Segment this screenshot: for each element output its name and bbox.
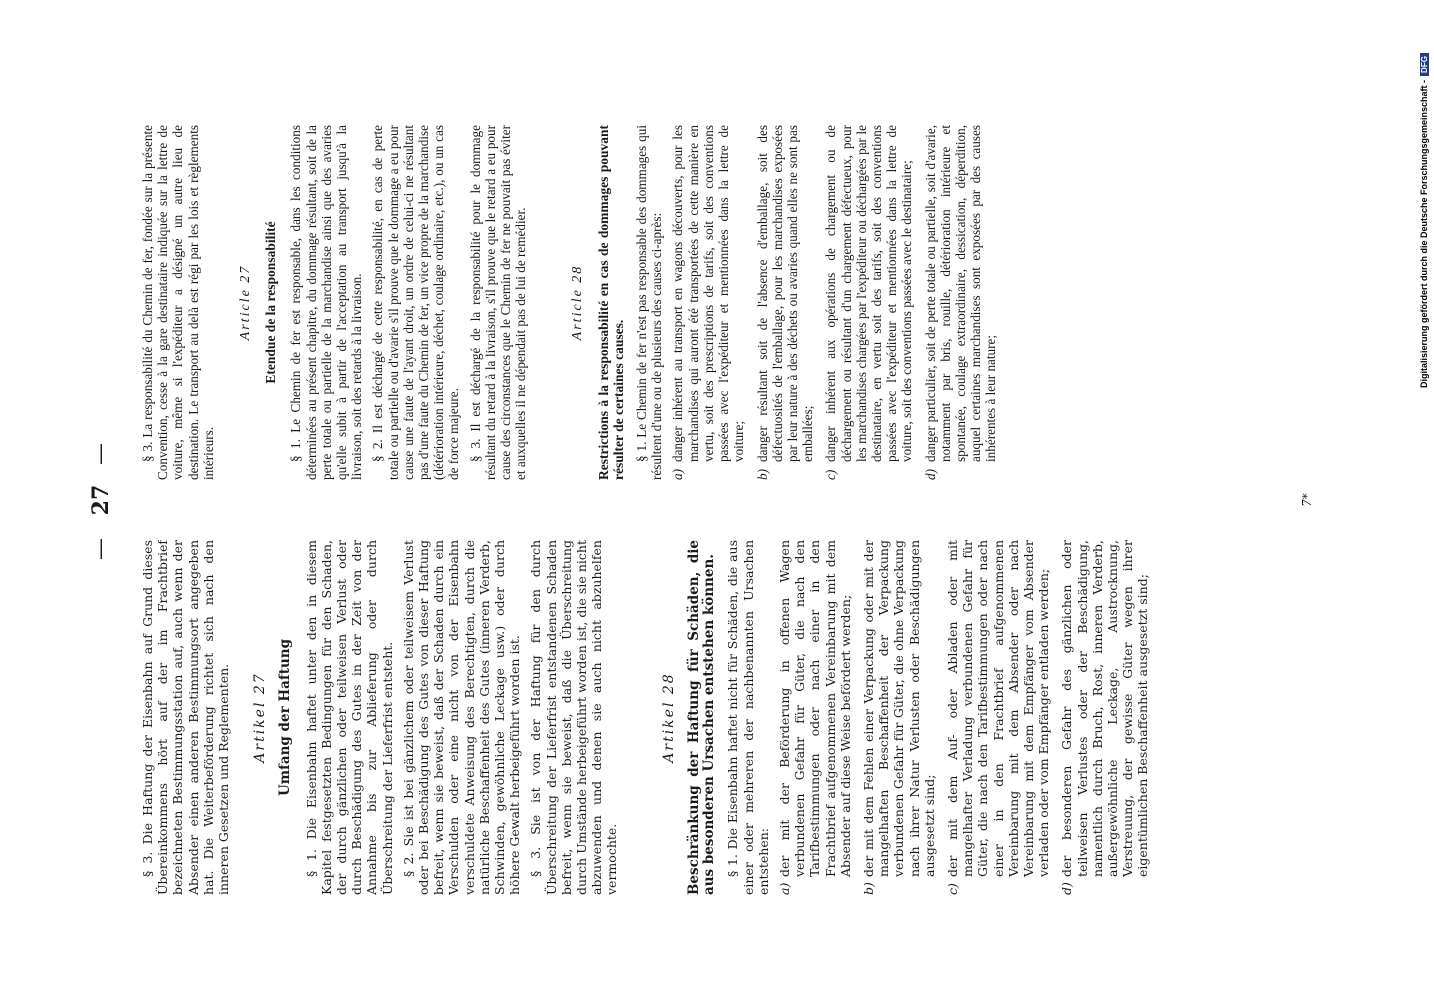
- de-item-c-text: der mit dem Auf- oder Abladen oder mit mangelhafter Verladung verbundenen Gefahr für Güter, die nach den Tarifbestimmungen oder nach einer in den Frachtbrief aufgenommenen Vereinbarung mit dem Absender oder nach Vereinbarung mit dem Empfänger vom Absender verladen oder vom Empfänger entladen werden;: [944, 540, 1052, 877]
- dfg-credit-text: Digitalisierung gefördert durch die Deutsche Forschungsgemeinschaft -: [1419, 79, 1429, 388]
- fr-art27-para-2: § 2. Il est déchargé de cette responsabilité, en cas de perte totale ou partielle ou d'avarie s'il prouve que le dommage a eu pour cause une faute de l'ayant droit, un ordre de celui-ci ne résultant pas d'une faute du Chemin de fer, un vice propre de la marchandise (détérioration intérieure, déchet, coulage ordinaire, etc.), ou un cas de force majeure.: [370, 125, 462, 480]
- fr-art28-para-1: § 1. Le Chemin de fer n'est pas responsable des dommages qui résultent d'une ou de plusieurs des causes ci-après:: [634, 125, 665, 480]
- fr-item-b: [755, 125, 816, 480]
- de-item-b: [861, 540, 937, 895]
- de-section-3: § 3. Die Haftung der Eisenbahn auf Grund dieses Übereinkommens hört auf der im Frachtbrief bezeichneten Bestimmungsstation auf, auch wenn der Absender einen anderen Bestimmungsort angegeben hat. Die Weiterbeförderung richtet sich nach den inneren Gesetzen und Reglementen.: [140, 540, 232, 895]
- de-item-d-label: d): [1059, 882, 1075, 895]
- de-item-b-label: b): [860, 882, 876, 895]
- page-number: 27: [88, 484, 114, 516]
- header-dash-right: —: [88, 443, 113, 465]
- fr-item-c-text: danger inhérent aux opérations de chargement ou de déchargement ou résultant d'un chargement défectueux, pour les marchandises chargées par l'expéditeur ou déchargées par le destinataire, en vertu soit des tarifs, soit des conventions passées avec l'expéditeur et mentionnées dans la lettre de voiture, soit des conventions passées avec le destinataire;: [823, 125, 915, 462]
- fr-item-a: [670, 125, 746, 480]
- fr-article-27-heading: Etendue de la responsabilité: [263, 221, 279, 384]
- fr-art27-para-1: § 1. Le Chemin de fer est responsable, dans les conditions déterminées au présent chapitre, du dommage résultant, soit de la perte totale ou partielle de la marchandise ainsi que des avaries qu'elle subit à partir de l'acceptation au transport jusqu'à la livraison, soit des retards à la livraison.: [288, 125, 365, 480]
- de-item-a: [777, 540, 853, 895]
- de-item-d-text: der besonderen Gefahr des gänzlichen oder teilweisen Verlustes oder der Beschädigung, namentlich durch Bruch, Rost, inneren Verderb, außergewöhnliche Leckage, Austrocknung, Verstreuung, der gewisse Güter wegen ihrer eigentümlichen Beschaffenheit ausgesetzt sind;: [1059, 540, 1151, 877]
- fr-item-c: [823, 125, 914, 480]
- de-article-27-heading: Umfang der Haftung: [277, 638, 294, 797]
- dfg-credit: [1418, 8, 1430, 388]
- page-header: [88, 0, 128, 1000]
- de-item-a-label: a): [776, 882, 792, 895]
- de-article-28-title: Artikel 28: [660, 672, 677, 763]
- de-art27-para-1: § 1. Die Eisenbahn haftet unter den in diesem Kapitel festgesetzten Bedingungen für den Schaden, der durch gänzlichen oder teilweisen Verlust oder durch Beschädigung des Gutes in der Zeit von der Annahme bis zur Ablieferung oder durch Überschreitung der Lieferfrist entsteht.: [303, 540, 395, 895]
- fr-item-d: [923, 125, 999, 480]
- de-article-27-title: Artikel 27: [252, 672, 269, 763]
- fr-item-d-label: d): [922, 469, 938, 480]
- fr-item-a-label: a): [670, 469, 686, 480]
- fr-item-b-text: danger résultant soit de l'absence d'emballage, soit des défectuosités de l'emballage, pour les marchandises exposées par leur nature à des déchets ou avaries quand elles ne sont pas emballées;: [754, 125, 816, 462]
- fr-section-3: § 3. La responsabilité du Chemin de fer, fondée sur la présente Convention, cesse à la gare destinataire indiquée sur la lettre de voiture, même si l'expéditeur a désigné un autre lieu de destination. Le transport au delà est régi par les lois et règlements intérieurs.: [140, 125, 216, 480]
- french-column: [140, 125, 1285, 480]
- de-item-d: [1059, 540, 1150, 895]
- de-article-28-heading: Beschränkung der Haftung für Schäden, die aus besonderen Ursachen entstehen können.: [685, 540, 718, 895]
- de-art27-para-3: § 3. Sie ist von der Haftung für den durch Überschreitung der Lieferfrist entstandenen Schaden befreit, wenn sie beweist, daß die Überschreitung durch Umstände herbeigeführt worden ist, die sie nicht abzuwenden und denen sie auch nicht abzuhelfen vermochte.: [528, 540, 620, 895]
- de-item-a-text: der mit der Beförderung in offenen Wagen verbundenen Gefahr für Güter, die nach den Tarifbestimmungen oder nach einer in den Frachtbrief aufgenommenen Vereinbarung mit dem Absender auf diese Weise befördert werden;: [776, 540, 853, 877]
- fr-article-28-heading: Restrictions à la responsabilité en cas de dommages pouvant résulter de certaines causes.: [595, 125, 626, 480]
- dfg-logo: DFG: [1420, 53, 1429, 76]
- fr-article-28-title: Article 28: [570, 264, 586, 341]
- fr-item-b-label: b): [754, 469, 770, 480]
- fr-item-a-text: danger inhérent au transport en wagons découverts, pour les marchandises qui auront été transportées de cette manière en vertu, soit des prescriptions de tarifs, soit des conventions passées avec l'expéditeur et mentionnées dans la lettre de voiture;: [670, 125, 747, 462]
- de-art28-para-1: § 1. Die Eisenbahn haftet nicht für Schäden, die aus einer oder mehreren der nachbenannten Ursachen entstehen:: [725, 540, 771, 895]
- german-column: [140, 540, 1285, 895]
- fr-item-d-text: danger particulier, soit de perte totale ou partielle, soit d'avarie, notamment par bris, rouille, détérioration intérieure et spontanée, coulage extraordinaire, dessication, déperdition, auquel certaines marchandises sont exposées par des causes inhérentes à leur nature;: [922, 125, 999, 462]
- de-item-c: [945, 540, 1051, 895]
- signature-mark: 7*: [1300, 493, 1314, 507]
- de-art27-para-2: § 2. Sie ist bei gänzlichem oder teilweisem Verlust oder bei Beschädigung des Gutes von dieser Haftung befreit, wenn sie beweist, daß der Schaden durch ein Verschulden oder eine nicht von der Eisenbahn verschuldete Anweisung des Berechtigten, durch die natürliche Beschaffenheit des Gutes (inneren Verderb, Schwinden, gewöhnliche Leckage usw.) oder durch höhere Gewalt herbeigeführt worden ist.: [400, 540, 523, 895]
- fr-article-27-title: Article 27: [238, 264, 254, 341]
- de-item-b-text: der mit dem Fehlen einer Verpackung oder mit der mangelhaften Beschaffenheit der Verpackung verbundenen Gefahr für Güter, die ohne Verpackung nach ihrer Natur Verlusten oder Beschädigungen ausgesetzt sind;: [860, 540, 937, 877]
- de-item-c-label: c): [944, 883, 960, 895]
- fr-item-c-label: c): [823, 469, 839, 480]
- header-dash-left: —: [88, 538, 113, 560]
- fr-art27-para-3: § 3. Il est déchargé de la responsabilité pour le dommage résultant du retard à la livraison, s'il prouve que le retard a eu pour cause des circonstances que le Chemin de fer ne pouvait pas éviter et auxquelles il ne dépendait pas de lui de remédier.: [467, 125, 529, 480]
